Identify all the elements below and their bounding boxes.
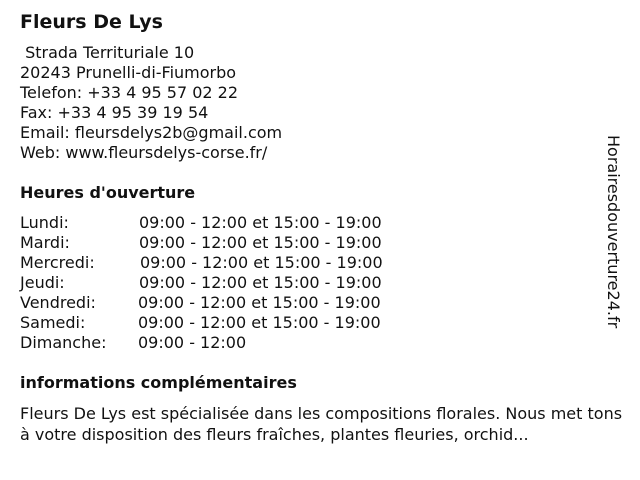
time-range: 09:00 - 12:00 et 15:00 - 19:00 [140, 253, 383, 272]
street-address: Strada Territuriale 10 [20, 43, 195, 62]
time-range: 09:00 - 12:00 [138, 333, 247, 352]
hours-row [20, 213, 383, 233]
hours-row [20, 253, 383, 273]
time-range: 09:00 - 12:00 et 15:00 - 19:00 [139, 273, 382, 292]
day-label: Mercredi: [20, 253, 95, 272]
time-range: 09:00 - 12:00 et 15:00 - 19:00 [139, 233, 382, 252]
day-label: Vendredi: [20, 293, 96, 312]
day-label: Jeudi: [20, 273, 65, 292]
additional-info-heading: informations complémentaires [20, 373, 297, 392]
fax-number: Fax: +33 4 95 39 19 54 [20, 103, 209, 122]
email-address: Email: fleursdelys2b@gmail.com [20, 123, 283, 142]
time-range: 09:00 - 12:00 et 15:00 - 19:00 [138, 293, 381, 312]
opening-hours-heading: Heures d'ouverture [20, 183, 196, 202]
time-range: 09:00 - 12:00 et 15:00 - 19:00 [138, 313, 381, 332]
site-watermark: Horairesdouverture24.fr [604, 135, 623, 329]
website-address: Web: www.fleursdelys-corse.fr/ [20, 143, 268, 162]
day-label: Samedi: [20, 313, 86, 332]
hours-row [20, 273, 383, 293]
day-label: Mardi: [20, 233, 70, 252]
business-name: Fleurs De Lys [20, 11, 163, 33]
opening-hours-table [20, 213, 383, 353]
day-label: Dimanche: [20, 333, 107, 352]
hours-row [20, 313, 383, 333]
time-range: 09:00 - 12:00 et 15:00 - 19:00 [139, 213, 382, 232]
hours-row [20, 333, 383, 353]
additional-info-text: Fleurs De Lys est spécialisée dans les compositions florales. Nous met tons à votre disposition des fleurs fraîches, plantes fleuries, orchid... [20, 404, 623, 444]
city-address: 20243 Prunelli-di-Fiumorbo [20, 63, 237, 82]
hours-row [20, 233, 383, 253]
phone-number: Telefon: +33 4 95 57 02 22 [20, 83, 239, 102]
day-label: Lundi: [20, 213, 69, 232]
contact-block [20, 43, 282, 163]
hours-row [20, 293, 383, 313]
